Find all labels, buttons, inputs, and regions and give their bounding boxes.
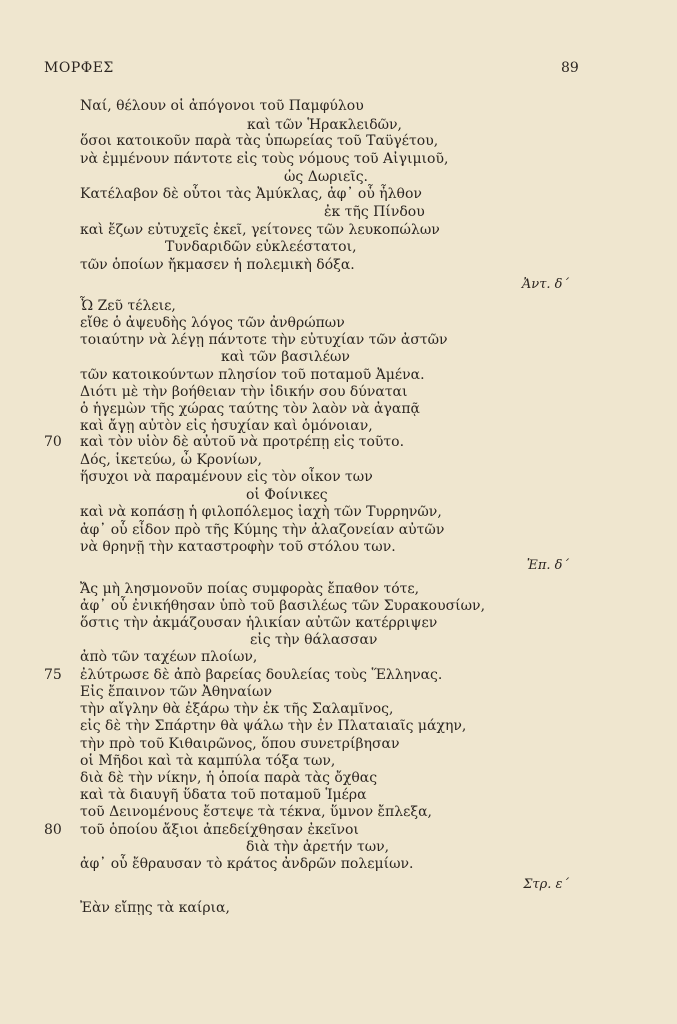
section-marker: Ἐπ. δ´ [526,558,569,573]
verse-line: καὶ τῶν βασιλέων [221,349,350,365]
verse-line: διὰ δὲ τὴν νίκην, ἡ ὁποία παρὰ τὰς ὄχθας [80,770,378,786]
verse-line: ἀπὸ τῶν ταχέων πλοίων, [80,649,258,665]
verse-line: εἰς τὴν θάλασσαν [250,632,378,648]
section-marker: Ἀντ. δ´ [521,277,569,292]
verse-line: Ναί, θέλουν οἱ ἀπόγονοι τοῦ Παμφύλου [80,98,364,114]
verse-line: ὅστις τὴν ἀκμάζουσαν ἡλικίαν αὐτῶν κατέρριψεν [80,615,438,631]
verse-line: καὶ τὸν υἱὸν δὲ αὐτοῦ νὰ προτρέπῃ εἰς τοῦτο. [80,434,405,450]
verse-line: Διότι μὲ τὴν βοήθειαν τὴν ἰδικήν σου δύναται [80,384,408,400]
verse-line: τῶν ὁποίων ἤκμασεν ἡ πολεμικὴ δόξα. [80,257,355,273]
verse-line: διὰ τὴν ἀρετήν των, [246,839,390,855]
verse-line: καὶ νὰ κοπάσῃ ἡ φιλοπόλεμος ἰαχὴ τῶν Τυρρηνῶν, [80,504,442,520]
verse-line: νὰ θρηνῇ τὴν καταστροφὴν τοῦ στόλου των. [80,539,396,555]
section-marker: Στρ. ε´ [523,877,569,892]
verse-line: τῶν κατοικούντων πλησίον τοῦ ποταμοῦ Ἀμένα. [80,367,425,383]
verse-line: ὁ ἡγεμὼν τῆς χώρας ταύτης τὸν λαὸν νὰ ἀγαπᾷ [80,401,420,417]
verse-line: τοῦ ὁποίου ἄξιοι ἀπεδείχθησαν ἐκεῖνοι [80,822,359,838]
line-number: 70 [44,434,62,450]
verse-line: Ἄς μὴ λησμονοῦν ποίας συμφορὰς ἔπαθον τότε, [80,581,420,597]
verse-line: οἱ Μῆδοι καὶ τὰ καμπύλα τόξα των, [80,753,336,769]
verse-line: Κατέλαβον δὲ οὗτοι τὰς Ἀμύκλας, ἀφ᾽ οὗ ἦλθον [80,186,422,202]
verse-line: τὴν πρὸ τοῦ Κιθαιρῶνος, ὅπου συνετρίβησαν [80,736,400,752]
verse-line: Ὦ Ζεῦ τέλειε, [80,298,176,314]
verse-line: τοῦ Δεινομένους ἔστεψε τὰ τέκνα, ὕμνον ἔπλεξα, [80,804,432,820]
line-number: 80 [44,822,62,838]
verse-line: τοιαύτην νὰ λέγῃ πάντοτε τὴν εὐτυχίαν τῶν ἀστῶν [80,332,448,348]
verse-line: νὰ ἐμμένουν πάντοτε εἰς τοὺς νόμους τοῦ Αἰγιμιοῦ, [80,151,449,167]
verse-line: τὴν αἴγλην θὰ ἐξάρω τὴν ἐκ τῆς Σαλαμῖνος, [80,701,394,717]
verse-line: εἴθε ὁ ἀψευδὴς λόγος τῶν ἀνθρώπων [80,315,345,331]
verse-line: ἐλύτρωσε δὲ ἀπὸ βαρείας δουλείας τοὺς Ἕλληνας. [80,667,443,683]
verse-line: ὅσοι κατοικοῦν παρὰ τὰς ὑπωρείας τοῦ Ταϋγέτου, [80,133,439,149]
verse-line: Δός, ἱκετεύω, ὦ Κρονίων, [80,452,262,468]
verse-line: καὶ ἄγῃ αὐτὸν εἰς ἡσυχίαν καὶ ὁμόνοιαν, [80,418,373,434]
verse-line: Τυνδαριδῶν εὐκλεέστατοι, [165,239,357,255]
verse-line: καὶ ἔζων εὐτυχεῖς ἐκεῖ, γείτονες τῶν λευκοπώλων [80,222,440,238]
verse-line: οἱ Φοίνικες [246,487,328,503]
page-number: 89 [561,60,579,76]
verse-line: ἥσυχοι νὰ παραμένουν εἰς τὸν οἶκον των [80,469,373,485]
verse-line: εἰς δὲ τὴν Σπάρτην θὰ ψάλω τὴν ἐν Πλαταιαῖς μάχην, [80,718,467,734]
running-title: ΜΟΡΦΕΣ [44,60,114,76]
verse-line: ὡς Δωριεῖς. [284,169,368,185]
verse-line: ἀφ᾽ οὗ ἔθραυσαν τὸ κράτος ἀνδρῶν πολεμίων. [80,856,414,872]
line-number: 75 [44,667,62,683]
verse-line: καὶ τῶν Ἡρακλειδῶν, [247,117,403,133]
verse-line: Εἰς ἔπαινον τῶν Ἀθηναίων [80,684,272,700]
verse-line: καὶ τὰ διαυγῆ ὕδατα τοῦ ποταμοῦ Ἱμέρα [80,787,367,803]
verse-line: ἀφ᾽ οὗ ἐνικήθησαν ὑπὸ τοῦ βασιλέως τῶν Συρακουσίων, [80,598,486,614]
verse-line: ἐκ τῆς Πίνδου [324,204,425,220]
verse-line: Ἐὰν εἴπῃς τὰ καίρια, [80,900,230,916]
verse-line: ἀφ᾽ οὗ εἶδον πρὸ τῆς Κύμης τὴν ἀλαζονείαν αὐτῶν [80,522,445,538]
